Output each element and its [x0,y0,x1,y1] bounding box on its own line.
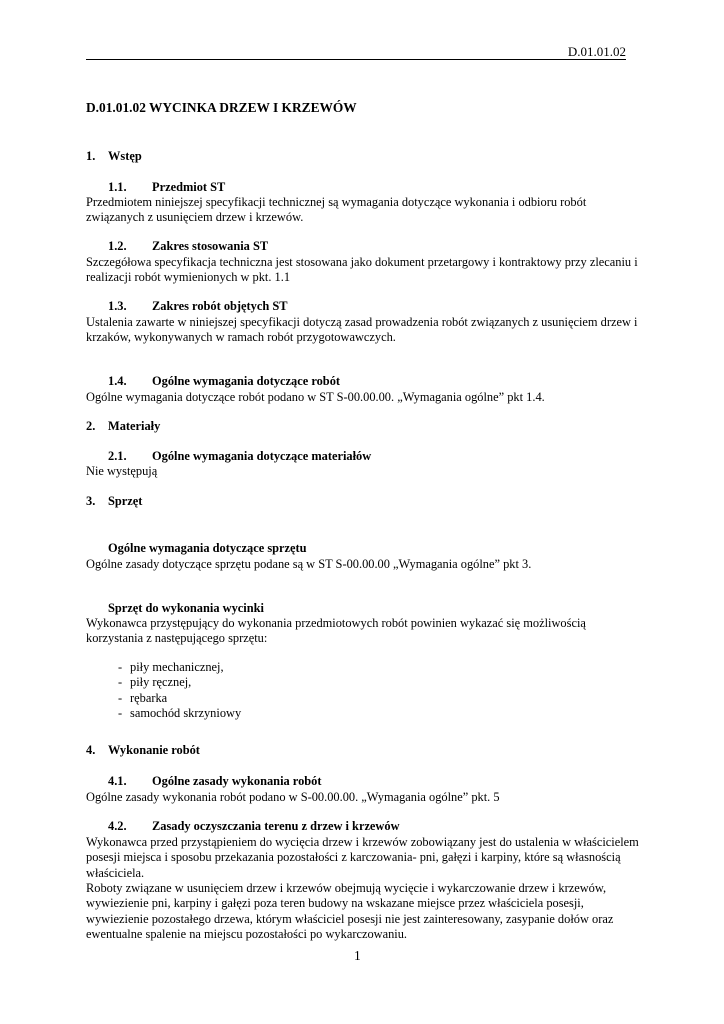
list-dash: - [118,660,123,674]
section-3-equipment-heading: Sprzęt do wykonania wycinki [108,601,264,615]
section-4-2-text-2: Roboty związane w usunięciem drzew i krzewów obejmują wycięcie i wykarczowanie drzew i krzewów, wywiezienie pni, karpiny i gałęzi poza teren budowy na wskazane miejsce przez właściciela posesji, wywiezienie pozostałego drzewa, którym właściciel posesji nie jest zainteresowany, zasypanie dołów oraz ewentualne spalenie na miejscu pozostałości po wykarczowaniu. [86,881,614,942]
list-item [86,660,642,675]
section-number: 1.1. [108,180,127,194]
section-title: Wstęp [108,149,142,163]
section-1-heading [86,149,642,164]
section-3-heading [86,494,642,509]
section-title: Ogólne wymagania dotyczące materiałów [152,449,372,463]
section-number: 1.4. [108,374,127,388]
section-4-1-text: Ogólne zasady wykonania robót podano w S-00.00.00. „Wymagania ogólne” pkt. 5 [86,790,500,804]
section-1-2-heading [86,239,664,254]
section-3-equipment-text: Wykonawca przystępujący do wykonania przedmiotowych robót powinien wykazać się możliwością korzystania z następującego sprzętu: [86,616,586,646]
list-dash: - [118,690,123,705]
list-item-label: piły mechanicznej, [130,660,224,674]
page-number: 1 [354,948,361,963]
list-item-label: piły ręcznej, [130,675,192,690]
section-2-1-heading [86,449,664,464]
section-number: 4.2. [108,819,127,833]
section-number: 4.1. [108,774,127,788]
equipment-list [86,660,642,722]
list-dash: - [118,675,123,690]
section-title: Ogólne zasady wykonania robót [152,774,322,788]
section-4-2-text-1: Wykonawca przed przystąpieniem do wycięcia drzew i krzewów zobowiązany jest do ustalenia w właścicielem posesji miejsca i sposobu przekazania pozostałości z karczowania- pni, gałęzi i karpiny, które są własnością właściciela. [86,835,639,880]
section-title: Zakres stosowania ST [152,239,269,253]
list-dash: - [118,706,123,721]
section-number: 4. [86,743,96,757]
list-item-label: samochód skrzyniowy [130,706,242,721]
section-number: 1. [86,149,96,163]
section-1-3-text: Ustalenia zawarte w niniejszej specyfikacji dotyczą zasad prowadzenia robót związanych z usunięciem drzew i krzaków, wykonywanych w ramach robót przygotowawczych. [86,315,638,345]
section-4-2-heading [86,819,664,834]
section-1-1-heading [86,180,664,195]
section-4-heading [86,743,642,758]
section-title: Wykonanie robót [108,743,200,757]
section-1-1-text: Przedmiotem niniejszej specyfikacji technicznej są wymagania dotyczące wykonania i odbioru robót związanych z usunięciem drzew i krzewów. [86,195,587,225]
section-title: Zakres robót objętych ST [152,299,288,313]
section-number: 2. [86,419,96,433]
document-code: D.01.01.02 [567,44,626,59]
section-title: Sprzęt [108,494,143,508]
section-number: 1.2. [108,239,127,253]
list-item [86,691,642,706]
section-4-1-heading [86,774,664,789]
section-1-4-text: Ogólne wymagania dotyczące robót podano w ST S-00.00.00. „Wymagania ogólne” pkt 1.4. [86,390,545,404]
section-1-4-heading [86,374,664,389]
section-1-2-text: Szczegółowa specyfikacja techniczna jest stosowana jako dokument przetargowy i kontraktowy przy zlecaniu i realizacji robót wymienionych w pkt. 1.1 [86,255,638,285]
page-title: D.01.01.02 WYCINKA DRZEW I KRZEWÓW [86,100,357,115]
list-item [86,675,642,690]
section-2-1-text: Nie występują [86,464,158,478]
section-title: Materiały [108,419,161,433]
section-number: 3. [86,494,96,508]
section-title: Przedmiot ST [152,180,226,194]
section-number: 2.1. [108,449,127,463]
section-title: Ogólne wymagania dotyczące robót [152,374,341,388]
section-number: 1.3. [108,299,127,313]
section-2-heading [86,419,642,434]
section-title: Zasady oczyszczania terenu z drzew i krzewów [152,819,400,833]
section-3-general-text: Ogólne zasady dotyczące sprzętu podane są w ST S-00.00.00 „Wymagania ogólne” pkt 3. [86,557,532,571]
list-item [86,706,642,721]
section-1-3-heading [86,299,664,314]
list-item-label: rębarka [130,690,168,705]
page-header [86,44,626,60]
section-3-general-heading: Ogólne wymagania dotyczące sprzętu [108,541,307,555]
